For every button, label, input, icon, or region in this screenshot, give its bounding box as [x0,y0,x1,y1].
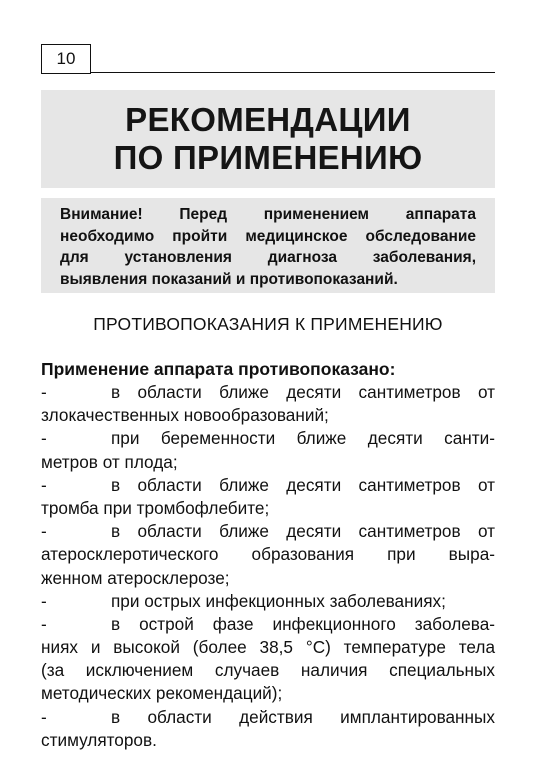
list-item-line: тромба при тромбофлебите; [41,497,270,518]
list-item-line [41,381,495,404]
list-dash: - [41,613,47,634]
list-item-line: (за исключением случаев наличия специальных [41,660,495,681]
list-item [41,427,495,473]
warning-block [41,198,495,293]
list-item-line: стимуляторов. [41,729,157,750]
list-item-text: в области действия имплантированных [111,706,495,727]
list-item-line [41,427,495,450]
warning-line: для установления диагноза заболевания, [60,249,476,266]
list-item-text: при беременности ближе десяти санти- [111,428,495,449]
list-item-text: в области ближе десяти сантиметров от [111,521,495,542]
list-item-line: злокачественных новообразований; [41,405,329,426]
list-item [41,590,495,613]
list-item [41,381,495,427]
list-item-line: женном атеросклерозе; [41,567,230,588]
warning-line: Внимание! Перед применением аппарата [60,206,476,223]
title-block [41,90,495,188]
warning-line: выявления показаний и противопоказаний. [60,270,398,288]
list-dash: - [41,706,47,727]
list-item [41,706,495,752]
warning-line: необходимо пройти медицинское обследование [60,227,476,245]
title-line-1: РЕКОМЕНДАЦИИ [125,101,411,138]
list-lead: Применение аппарата противопоказано: [41,359,396,379]
list-item-line: методических рекомендаций); [41,683,283,704]
list-item-line: ниях и высокой (более 38,5 °С) температуре тела [41,637,495,658]
list-dash: - [41,474,47,495]
list-item-line [41,520,495,543]
list-item [41,474,495,520]
page-number: 10 [41,44,91,74]
list-item-line [41,706,495,729]
list-item-line [41,474,495,497]
list-item-line: метров от плода; [41,451,178,472]
list-item-line [41,613,495,636]
section-heading: ПРОТИВОПОКАЗАНИЯ К ПРИМЕНЕНИЮ [93,314,443,334]
list-item-text: при острых инфекционных заболеваниях; [111,590,446,611]
list-item [41,613,495,706]
list-dash: - [41,428,47,449]
contraindications-list [41,358,495,752]
list-dash: - [41,382,47,402]
list-dash: - [41,590,47,611]
list-item-line: атеросклеротического образования при выра- [41,544,495,565]
list-item [41,520,495,590]
header-rule [90,72,495,73]
list-item-text: в острой фазе инфекционного заболева- [111,613,495,634]
list-item-text: в области ближе десяти сантиметров от [111,382,495,402]
list-item-line [41,590,495,613]
list-dash: - [41,521,47,542]
title-line-2: ПО ПРИМЕНЕНИЮ [113,139,423,176]
list-item-text: в области ближе десяти сантиметров от [111,474,495,495]
